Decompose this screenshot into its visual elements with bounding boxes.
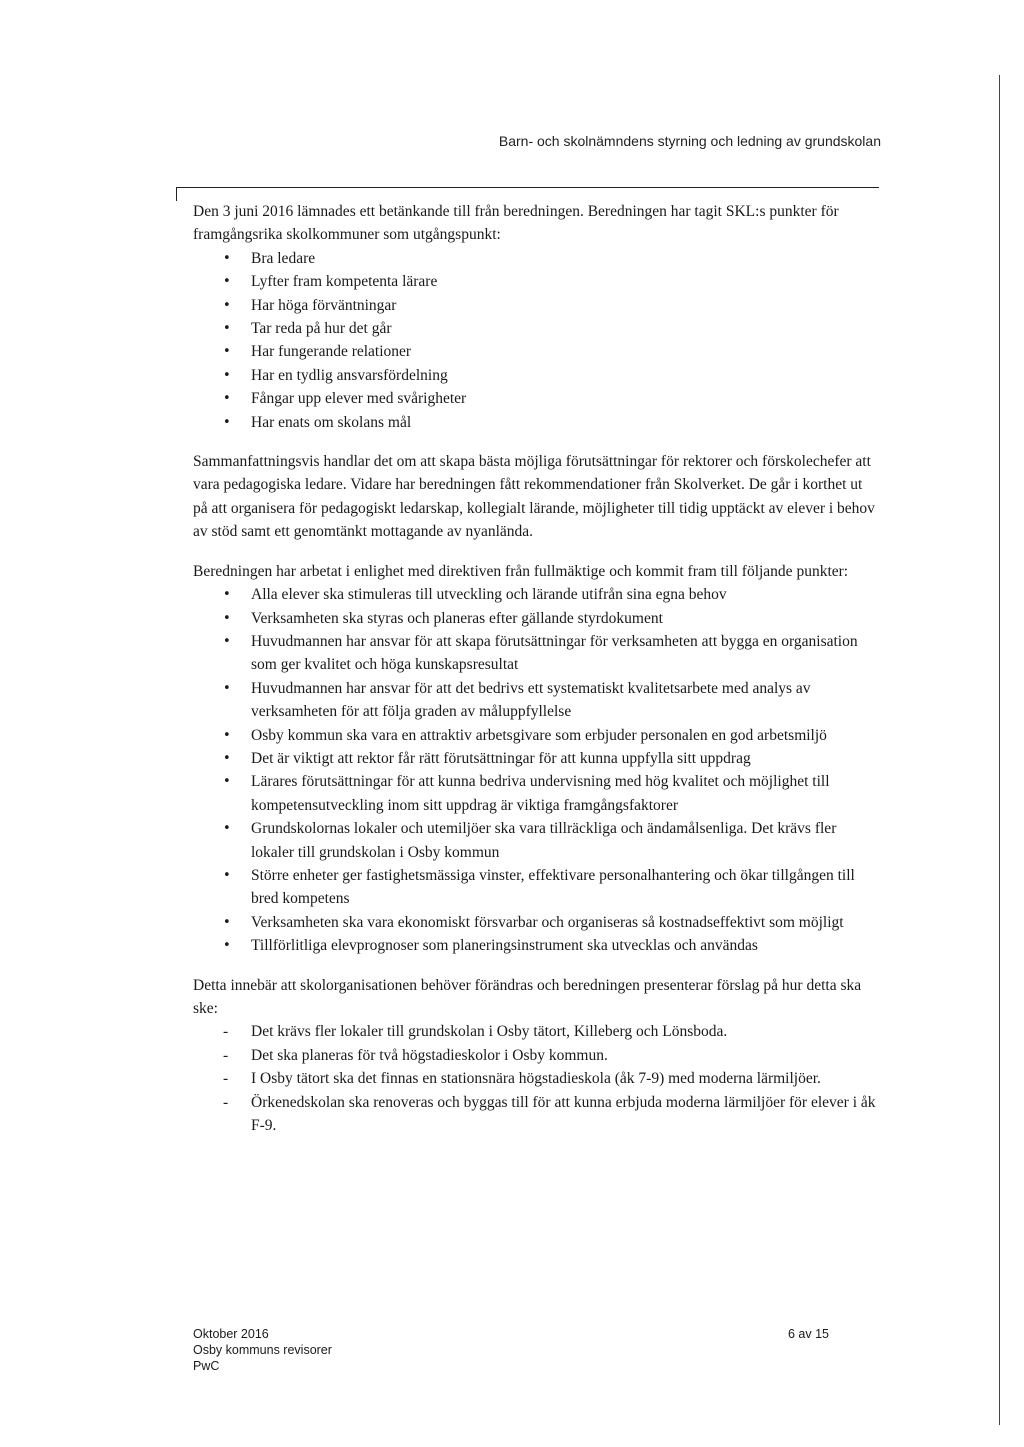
list-item: • Det är viktigt att rektor får rätt förutsättningar för att kunna uppfylla sitt uppdrag [193, 747, 879, 770]
list-item: • Har enats om skolans mål [193, 411, 879, 434]
intro-paragraph: Den 3 juni 2016 lämnades ett betänkande till från beredningen. Beredningen har tagit SKL:s punkter för framgångsrika skolkommuner som utgångspunkt: [193, 203, 839, 244]
footer-firm: PwC [193, 1359, 220, 1373]
list-item: • Har fungerande relationer [193, 340, 879, 363]
list-item: - Det ska planeras för två högstadieskolor i Osby kommun. [193, 1044, 879, 1067]
list-item: • Tar reda på hur det går [193, 317, 879, 340]
summary-paragraph: Sammanfattningsvis handlar det om att skapa bästa möjliga förutsättningar för rektorer och förskolechefer att vara pedagogiska ledare. Vidare har beredningen fått rekommendationer från Skolverket. De går i korthet ut på att organisera för pedagogiskt ledarskap, kollegialt lärande, möjligheter till tidig upptäckt av elever i behov av stöd samt ett genomtänkt mottagande av nyanlända. [193, 453, 875, 541]
list-item: - Det krävs fler lokaler till grundskolan i Osby tätort, Killeberg och Lönsboda. [193, 1020, 879, 1043]
list-item: - I Osby tätort ska det finnas en stationsnära högstadieskola (åk 7-9) med moderna lärmiljöer. [193, 1067, 879, 1090]
list-item: - Örkenedskolan ska renoveras och byggas till för att kunna erbjuda moderna lärmiljöer för elever i åk F-9. [193, 1091, 879, 1138]
footer-left [193, 1326, 332, 1374]
proposal-intro-paragraph: Detta innebär att skolorganisationen behöver förändras och beredningen presenterar förslag på hur detta ska ske: [193, 976, 862, 1017]
list-item: • Bra ledare [193, 247, 879, 270]
list-item: • Lyfter fram kompetenta lärare [193, 270, 879, 293]
header-rule [176, 187, 879, 188]
list-item: • Huvudmannen har ansvar för att skapa förutsättningar för verksamheten att bygga en organisation som ger kvalitet och höga kunskapsresultat [193, 630, 879, 677]
list-item: • Fångar upp elever med svårigheter [193, 387, 879, 410]
document-body [193, 200, 879, 1137]
directive-points-list [193, 583, 879, 958]
list-item: • Lärares förutsättningar för att kunna bedriva undervisning med hög kvalitet och möjlighet till kompetensutveckling inom sitt uppdrag är viktiga framgångsfaktorer [193, 770, 879, 817]
directive-intro-paragraph: Beredningen har arbetat i enlighet med direktiven från fullmäktige och kommit fram till följande punkter: [193, 562, 849, 580]
list-item: • Verksamheten ska styras och planeras efter gällande styrdokument [193, 607, 879, 630]
list-item: • Osby kommun ska vara en attraktiv arbetsgivare som erbjuder personalen en god arbetsmiljö [193, 724, 879, 747]
list-item: • Tillförlitliga elevprognoser som planeringsinstrument ska utvecklas och användas [193, 934, 879, 957]
page-header: Barn- och skolnämndens styrning och ledning av grundskolan [498, 133, 881, 149]
list-item: • Grundskolornas lokaler och utemiljöer ska vara tillräckliga och ändamålsenliga. Det krävs fler lokaler till grundskolan i Osby kommun [193, 817, 879, 864]
footer-date: Oktober 2016 [193, 1327, 269, 1341]
footer-org: Osby kommuns revisorer [193, 1343, 332, 1357]
list-item: • Större enheter ger fastighetsmässiga vinster, effektivare personalhantering och ökar tillgången till bred kompetens [193, 864, 879, 911]
skl-points-list [193, 247, 879, 434]
list-item: • Har en tydlig ansvarsfördelning [193, 364, 879, 387]
list-item: • Alla elever ska stimuleras till utveckling och lärande utifrån sina egna behov [193, 583, 879, 606]
list-item: • Har höga förväntningar [193, 294, 879, 317]
header-rule-tick [176, 187, 177, 201]
scan-edge-line [999, 75, 1000, 1425]
list-item: • Verksamheten ska vara ekonomiskt försvarbar och organiseras så kostnadseffektivt som möjligt [193, 911, 879, 934]
page-number: 6 av 15 [787, 1327, 829, 1341]
list-item: • Huvudmannen har ansvar för att det bedrivs ett systematiskt kvalitetsarbete med analys av verksamheten för att följa graden av måluppfyllelse [193, 677, 879, 724]
proposal-points-list [193, 1020, 879, 1137]
